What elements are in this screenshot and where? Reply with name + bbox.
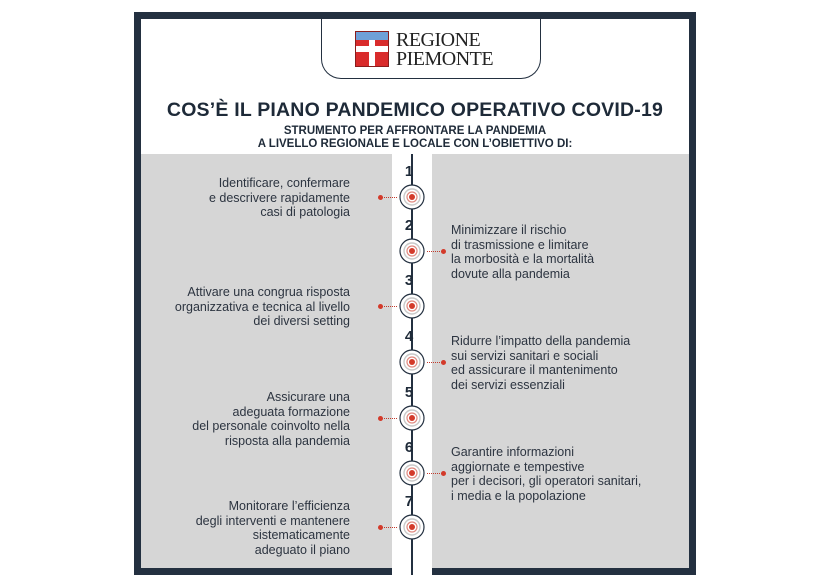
step-text-line: di trasmissione e limitare [451,237,589,252]
step-number-6: 6 [404,439,414,456]
logo-tab [321,19,541,79]
subtitle-line-1: STRUMENTO PER AFFRONTARE LA PANDEMIA [283,125,547,137]
target-icon [398,513,426,541]
step-text-line: adeguato il piano [254,542,350,557]
step-text-line: casi di patologia [260,205,350,220]
step-text-line: sui servizi sanitari e sociali [451,348,599,363]
step-text-line: Minimizzare il rischio [451,223,567,237]
step-number-2: 2 [404,217,414,234]
step-number-5: 5 [404,384,414,401]
target-icon [398,404,426,432]
step-1-text [209,176,350,220]
step-text-line: sistematicamente [252,528,350,542]
step-text-line: dovute alla pandemia [451,266,570,281]
step-text-line: Monitorare l’efficienza [228,499,350,513]
logo-wordmark [396,31,493,69]
step-text-line: aggiornate e tempestive [451,459,585,474]
connector-line [427,473,442,474]
target-icon [398,292,426,320]
step-7-text [196,499,350,557]
target-icon [398,459,426,487]
connector-dot [441,360,446,365]
step-text-line: Ridurre l’impatto della pandemia [451,334,631,348]
step-text-line: adeguata formazione [232,404,350,419]
infographic-frame [134,12,696,575]
logo-line-2: PIEMONTE [396,48,494,70]
page-subtitle [141,125,689,151]
step-text-line: Assicurare una [266,390,350,404]
step-2-text [451,223,594,281]
target-icon [398,348,426,376]
connector-dot [441,249,446,254]
connector-line [382,306,397,307]
step-text-line: dei diversi setting [253,314,350,329]
step-4-text [451,334,630,392]
step-text-line: Garantire informazioni [451,445,574,459]
piemonte-crest-icon [355,31,389,67]
step-5-text [192,390,350,448]
step-text-line: degli interventi e mantenere [195,513,350,528]
connector-line [427,362,442,363]
connector-dot [378,195,383,200]
step-text-line: e descrivere rapidamente [208,190,350,205]
logo-line-1: REGIONE [396,29,481,51]
step-number-7: 7 [404,493,414,510]
step-text-line: Identificare, confermare [218,176,350,191]
connector-line [382,418,397,419]
step-text-line: organizzativa e tecnica al livello [174,299,350,314]
step-text-line: dei servizi essenziali [451,377,565,392]
step-text-line: del personale coinvolto nella [192,419,350,433]
subtitle-line-2: A LIVELLO REGIONALE E LOCALE CON L’OBIETTIVO DI: [257,138,573,150]
header-panel [141,19,689,154]
connector-dot [378,525,383,530]
step-text-line: i media e la popolazione [451,488,586,503]
step-number-1: 1 [404,163,414,180]
step-number-4: 4 [404,328,414,345]
step-text-line: risposta alla pandemia [224,433,350,448]
step-3-text [175,285,350,329]
step-number-3: 3 [404,272,414,289]
connector-line [382,197,397,198]
target-icon [398,183,426,211]
step-6-text [451,445,641,503]
step-text-line: per i decisori, gli operatori sanitari, [451,474,642,488]
connector-dot [378,416,383,421]
target-icon [398,237,426,265]
page-title: COS’È IL PIANO PANDEMICO OPERATIVO COVID-19 [166,99,664,121]
connector-dot [378,304,383,309]
step-text-line: Attivare una congrua risposta [187,285,350,300]
connector-line [427,251,442,252]
step-text-line: ed assicurare il mantenimento [451,363,618,377]
connector-dot [441,471,446,476]
step-text-line: la morbosità e la mortalità [451,252,595,266]
connector-line [382,527,397,528]
